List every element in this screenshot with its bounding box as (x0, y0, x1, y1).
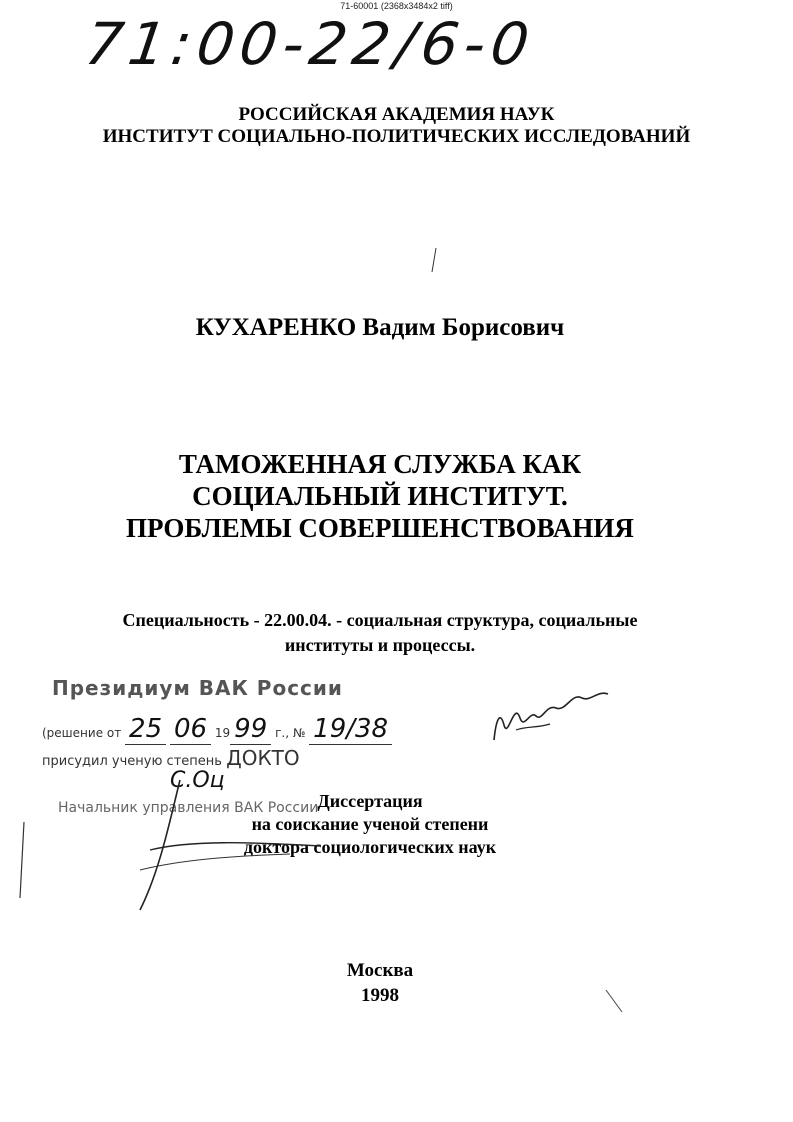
author-name: КУХАРЕНКО Вадим Борисович (195, 314, 565, 341)
number-label: г., № (275, 726, 306, 740)
year-prefix: 19 (214, 726, 231, 740)
decision-day: 25 (125, 714, 166, 745)
title-line-2: СОЦИАЛЬНЫЙ ИНСТИТУТ. (192, 481, 568, 511)
handwritten-archive-number: 71:00-22/6-0 (81, 10, 539, 78)
scan-header: 71-60001 (2368x3484x2 tiff) (340, 1, 453, 11)
signature-icon (486, 680, 616, 760)
year: 1998 (361, 985, 399, 1006)
degree-name: доктора социологических наук (243, 837, 497, 857)
scan-mark-icon (424, 246, 444, 276)
academy-name: РОССИЙСКАЯ АКАДЕМИЯ НАУК (238, 104, 555, 125)
stamp-hw-mark: С.Оц (170, 768, 225, 793)
city: Москва (346, 960, 414, 981)
corner-tick-icon (600, 986, 630, 1016)
title-line-3: ПРОБЛЕМЫ СОВЕРШЕНСТВОВАНИЯ (126, 513, 634, 543)
decision-number: 19/38 (309, 714, 392, 745)
institute-name: ИНСТИТУТ СОЦИАЛЬНО-ПОЛИТИЧЕСКИХ ИССЛЕДОВАНИЙ (102, 126, 691, 147)
degree-value: ДОКТО (226, 746, 300, 770)
signature-stroke-icon (110, 770, 330, 920)
decision-label: (решение от (42, 726, 122, 740)
degree-purpose: на соискание ученой степени (251, 814, 489, 834)
margin-tick-icon (14, 820, 34, 900)
decision-year: 99 (230, 714, 271, 745)
specialty-line-2: институты и процессы. (284, 635, 476, 655)
title-line-1: ТАМОЖЕННАЯ СЛУЖБА КАК (178, 449, 582, 479)
decision-month: 06 (170, 714, 211, 745)
stamp-title: Президиум ВАК России (52, 676, 343, 700)
degree-label: присудил ученую степень (42, 754, 222, 769)
specialty-line-1: Специальность - 22.00.04. - социальная структура, социальные (122, 610, 638, 630)
stamp-chief-line: Начальник управления ВАК России (58, 800, 319, 816)
dissertation-label: Диссертация (317, 791, 423, 811)
